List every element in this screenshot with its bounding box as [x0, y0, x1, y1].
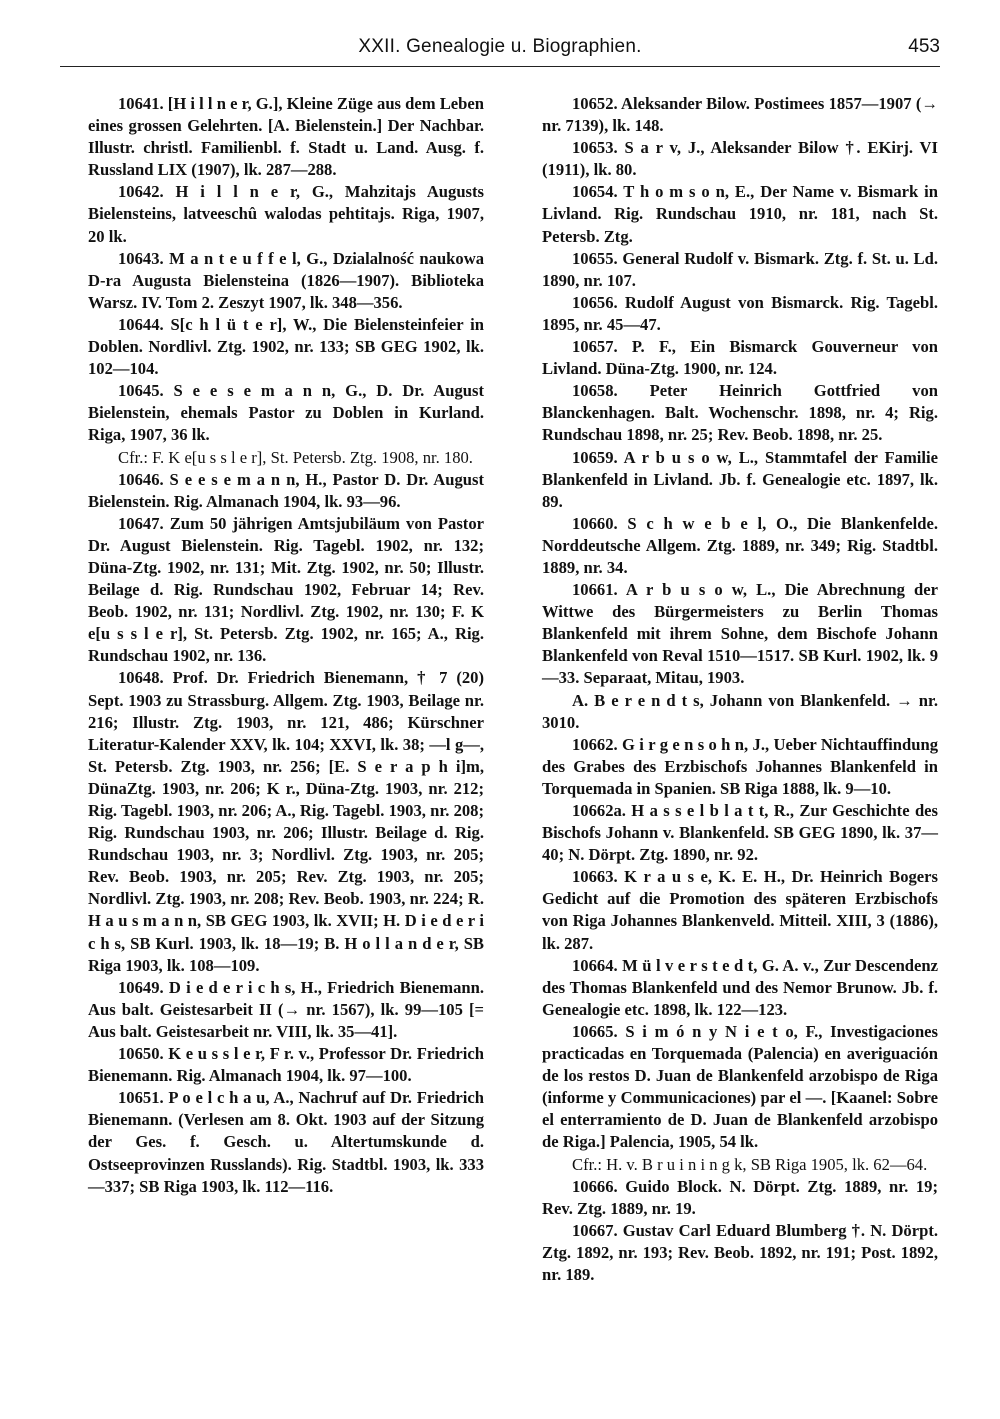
bibliography-entry: 10658. Peter Heinrich Gottfried von Blanckenhagen. Balt. Wochenschr. 1898, nr. 4; Rig. Rundschau 1898, nr. 25; Rev. Beob. 1898, nr. 25. — [542, 381, 938, 445]
bibliography-entry: 10662a. H a s s e l b l a t t, R., Zur Geschichte des Bischofs Johann v. Blankenfeld. SB GEG 1890, lk. 37—40; N. Dörpt. Ztg. 1890, nr. 92. — [542, 801, 938, 865]
page-title: XXII. Genealogie u. Biographien. — [358, 36, 642, 57]
bibliography-entry: 10657. P. F., Ein Bismarck Gouverneur von Livland. Düna-Ztg. 1900, nr. 124. — [542, 337, 938, 379]
bibliography-entry: 10666. Guido Block. N. Dörpt. Ztg. 1889, nr. 19; Rev. Ztg. 1889, nr. 19. — [542, 1176, 938, 1218]
bibliography-entry: 10665. S i m ó n y N i e t o, F., Investigaciones practicadas en Torquemada (Palencia) en averiguación de los restos D. Juan de Blankenfeld arzobispo de Riga (informe y Communicaciones) par el —. [Kaanel: Sobre el enterramiento de D. Juan de Blankenfeld arzobispo de Riga.] Palencia, 1905, 54 lk. — [542, 1021, 938, 1152]
bibliography-entry: 10647. Zum 50 jährigen Amtsjubiläum von Pastor Dr. August Bielenstein. Rig. Tagebl. 1902, nr. 132; Düna-Ztg. 1902, nr. 131; Mit. Ztg. 1902, nr. 50; Illustr. Beilage d. Rig. Rundschau 1902, Februar 14; Rev. Beob. 1902, nr. 131; Nordlivl. Ztg. 1902, nr. 130; F. K e[u s s l e r], St. Petersb. Ztg. 1902, nr. 165; A., Rig. Rundschau 1902, nr. 136. — [88, 513, 484, 666]
page-number: 453 — [908, 36, 940, 57]
bibliography-entry: 10649. D i e d e r i c h s, H., Friedrich Bienemann. Aus balt. Geistesarbeit II (→ nr. 1567), lk. 99—105 [= Aus balt. Geistesarbeit nr. VIII, lk. 35—41]. — [88, 977, 484, 1041]
bibliography-entry: 10650. K e u s s l e r, F r. v., Professor Dr. Friedrich Bienemann. Rig. Almanach 1904, lk. 97—100. — [88, 1044, 484, 1086]
bibliography-entry: 10664. M ü l v e r s t e d t, G. A. v., Zur Descendenz des Thomas Blankenfeld und des Nemor Brunow. Jb. f. Genealogie etc. 1898, lk. 122—123. — [542, 955, 938, 1019]
cross-reference: Cfr.: F. K e[u s s l e r], St. Petersb. Ztg. 1908, nr. 180. — [118, 447, 473, 467]
page-header — [60, 36, 940, 66]
bibliography-entry: 10659. A r b u s o w, L., Stammtafel der Familie Blankenfeld in Livland. Jb. f. Genealogie etc. 1897, lk. 89. — [542, 447, 938, 511]
bibliography-entry: 10653. S a r v, J., Aleksander Bilow †. EKirj. VI (1911), lk. 80. — [542, 138, 938, 180]
bibliography-entry: 10660. S c h w e b e l, O., Die Blankenfelde. Norddeutsche Allgem. Ztg. 1889, nr. 349; Rig. Stadtbl. 1889, nr. 34. — [542, 513, 938, 577]
bibliography-entry: 10645. S e e s e m a n n, G., D. Dr. August Bielenstein, ehemals Pastor zu Doblen in Kurland. Riga, 1907, 36 lk. — [88, 381, 484, 445]
bibliography-entry: 10655. General Rudolf v. Bismark. Ztg. f. St. u. Ld. 1890, nr. 107. — [542, 248, 938, 290]
header-rule — [60, 66, 940, 67]
bibliography-entry: 10661. A r b u s o w, L., Die Abrechnung der Wittwe des Bürgermeisters zu Berlin Thomas Blankenfeld mit ihrem Sohne, dem Bischofe Johann Blankenfeld von Reval 1510—1517. SB Kurl. 1902, lk. 9—33. Separaat, Mitau, 1903. — [542, 580, 938, 688]
bibliography-entry: 10663. K r a u s e, K. E. H., Dr. Heinrich Bogers Gedicht auf die Promotion des späteren Erzbischofs von Riga Johannes Blankenveld. Mitteil. XIII, 3 (1886), lk. 287. — [542, 867, 938, 953]
bibliography-entry: 10656. Rudolf August von Bismarck. Rig. Tagebl. 1895, nr. 45—47. — [542, 292, 938, 334]
bibliography-entry: 10643. M a n t e u f f e l, G., Dzialalność naukowa D-ra Augusta Bielensteina (1826—1907). Biblioteka Warsz. IV. Tom 2. Zeszyt 1907, lk. 348—356. — [88, 248, 484, 312]
bibliography-entry: 10642. H i l l n e r, G., Mahzitajs Augusts Bielensteins, latveeschû walodas pehtitajs. Riga, 1907, 20 lk. — [88, 182, 484, 246]
bibliography-entry: 10646. S e e s e m a n n, H., Pastor D. Dr. August Bielenstein. Rig. Almanach 1904, lk. 93—96. — [88, 469, 484, 511]
bibliography-entry: A. B e r e n d t s, Johann von Blankenfeld. → nr. 3010. — [542, 690, 938, 732]
bibliography-entry: 10648. Prof. Dr. Friedrich Bienemann, † 7 (20) Sept. 1903 zu Strassburg. Allgem. Ztg. 1903, Beilage nr. 216; Illustr. Ztg. 1903, nr. 121, 486; Kürschner Literatur-Kalender XXV, lk. 104; XXVI, lk. 38; —l g—, St. Petersb. Ztg. 1903, nr. 256; [E. S e r a p h i]m, DünaZtg. 1903, nr. 206; K r., Düna-Ztg. 1903, nr. 212; Rig. Tagebl. 1903, nr. 206; A., Rig. Tagebl. 1903, nr. 208; Rig. Rundschau 1903, nr. 206; Illustr. Beilage d. Rig. Rundschau 1903, nr. 3; Nordlivl. Ztg. 1903, nr. 205; Rev. Beob. 1903, nr. 205; Rev. Ztg. 1903, nr. 205; Nordlivl. Ztg. 1903, nr. 208; Rev. Beob. 1903, nr. 224; R. H a u s m a n n, SB GEG 1903, lk. XVII; H. D i e d e r i c h s, SB Kurl. 1903, lk. 18—19; B. H o l l a n d e r, SB Riga 1903, lk. 108—109. — [88, 668, 484, 975]
bibliography-entry: 10651. P o e l c h a u, A., Nachruf auf Dr. Friedrich Bienemann. (Verlesen am 8. Okt. 1903 auf der Sitzung der Ges. f. Gesch. u. Altertumskunde d. Ostseeprovinzen Russlands). Rig. Stadtbl. 1903, lk. 333—337; SB Riga 1903, lk. 112—116. — [88, 1088, 484, 1196]
right-column — [542, 93, 938, 1286]
left-column — [88, 93, 484, 1198]
bibliography-entry: 10641. [H i l l n e r, G.], Kleine Züge aus dem Leben eines grossen Gelehrten. [A. Bielenstein.] Der Nachbar. Illustr. christl. Familienbl. f. Stadt u. Land. Ausg. f. Russland LIX (1907), lk. 287—288. — [88, 94, 484, 180]
bibliography-entry: 10667. Gustav Carl Eduard Blumberg †. N. Dörpt. Ztg. 1892, nr. 193; Rev. Beob. 1892, nr. 191; Post. 1892, nr. 189. — [542, 1220, 938, 1284]
bibliography-entry: 10652. Aleksander Bilow. Postimees 1857—1907 (→ nr. 7139), lk. 148. — [542, 94, 938, 136]
cross-reference: Cfr.: H. v. B r u i n i n g k, SB Riga 1905, lk. 62—64. — [572, 1154, 928, 1174]
bibliography-entry: 10662. G i r g e n s o h n, J., Ueber Nichtauffindung des Grabes des Erzbischofs Johannes Blankenfeld in Torquemada in Spanien. SB Riga 1888, lk. 9—10. — [542, 734, 938, 798]
bibliography-entry: 10644. S[c h l ü t e r], W., Die Bielensteinfeier in Doblen. Nordlivl. Ztg. 1902, nr. 133; SB GEG 1902, lk. 102—104. — [88, 314, 484, 379]
bibliography-entry: 10654. T h o m s o n, E., Der Name v. Bismark in Livland. Rig. Rundschau 1910, nr. 181, nach St. Petersb. Ztg. — [542, 182, 938, 246]
